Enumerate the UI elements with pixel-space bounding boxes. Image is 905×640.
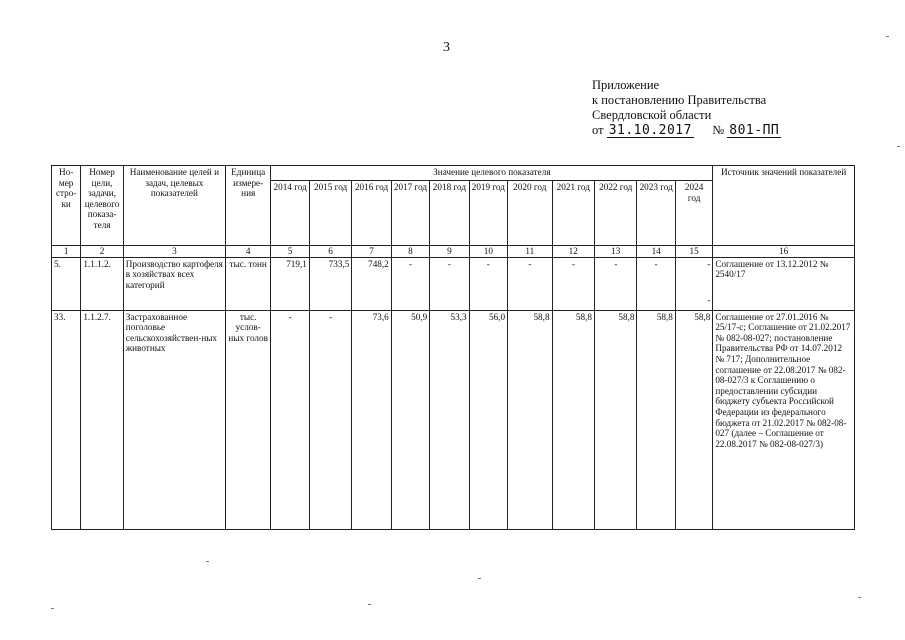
header-values-group: Значение целевого показателя [271,166,713,181]
scan-speck [858,597,861,598]
column-number: 3 [123,246,225,258]
order-number: 801-ПП [729,123,780,138]
header-year: 2021 год [552,181,594,246]
value-cell: 50,9 [391,310,429,529]
value-cell: - [469,257,507,310]
header-year: 2020 год [508,181,552,246]
value-cell: - [271,310,309,529]
column-number: 1 [52,246,81,258]
column-number: 8 [391,246,429,258]
column-number: 6 [309,246,351,258]
scan-speck [206,561,209,562]
scan-speck [897,146,900,147]
value-cell: - [309,310,351,529]
source-cell: Соглашение от 13.12.2012 № 2540/17 [713,257,855,310]
appendix-title: Приложение [592,78,660,92]
from-label: от [592,123,604,137]
column-number: 14 [637,246,675,258]
order-date: 31.10.2017 [608,123,692,138]
column-number: 15 [675,246,712,258]
unit: тыс. тонн [225,257,271,310]
column-number: 16 [713,246,855,258]
indicator-name: Застрахованное поголовье сельскохозяйствен-ных животных [123,310,225,529]
header-unit: Единица измере-ния [225,166,271,246]
column-number: 2 [81,246,123,258]
scan-speck [478,578,481,579]
value-cell: 733,5 [309,257,351,310]
value-cell: - [391,257,429,310]
table-row [52,310,855,529]
indicator-name: Производство картофеля в хозяйствах всех категорий [123,257,225,310]
header-goal-no: Номер цели, задачи, целевого показа-теля [81,166,123,246]
value-cell: 748,2 [352,257,391,310]
value-cell: 58,8 [675,310,712,529]
value-text: - [707,258,711,269]
value-cell: - [508,257,552,310]
value-cell: - [430,257,469,310]
order-line [592,123,781,138]
value-cell: 58,8 [552,310,594,529]
scan-speck [368,604,371,605]
header-name: Наименование целей и задач, целевых показателей [123,166,225,246]
header-year: 2018 год [430,181,469,246]
column-number: 13 [595,246,637,258]
scan-speck [51,608,54,609]
value-cell: 719,1 [271,257,309,310]
value-cell: 58,8 [595,310,637,529]
source-cell: Соглашение от 27.01.2016 № 25/17-с; Соглашение от 21.02.2017 № 082-08-027; постановление Правительства РФ от 14.07.2012 № 717; Дополнительное соглашение от 22.08.2017 № 082-08-027/3 к Соглашению о предоставлении субсидии бюджету субъекта Российской Федерации из федерального бюджета от 21.02.2017 № 082-08-027 (далее – Соглашение от 22.08.2017 № 082-08-027/3) [713,310,855,529]
column-number: 10 [469,246,507,258]
header-source: Источник значений показателей [713,166,855,246]
appendix-line-3: Свердловской области [592,108,712,122]
value-cell: 58,8 [508,310,552,529]
value-cell: - [595,257,637,310]
table-row [52,257,855,310]
target-indicators-table [51,165,855,530]
value-cell [675,257,712,310]
row-number: 5. [52,257,81,310]
header-year: 2016 год [352,181,391,246]
header-year: 2014 год [271,181,309,246]
unit: тыс. услов-ных голов [225,310,271,529]
row-number: 33. [52,310,81,529]
column-number: 4 [225,246,271,258]
header-year: 2024 год [675,181,712,246]
appendix-header [592,78,781,138]
column-number: 5 [271,246,309,258]
goal-number: 1.1.1.2. [81,257,123,310]
extra-dash: - [707,295,711,306]
scan-speck [886,36,889,37]
header-year: 2019 год [469,181,507,246]
value-cell: - [637,257,675,310]
column-number: 11 [508,246,552,258]
column-number: 7 [352,246,391,258]
appendix-line-2: к постановлению Правительства [592,93,767,107]
goal-number: 1.1.2.7. [81,310,123,529]
header-year: 2023 год [637,181,675,246]
header-year: 2022 год [595,181,637,246]
header-row-no: Но-мер стро-ки [52,166,81,246]
value-cell: 56,0 [469,310,507,529]
number-label: № [712,123,725,137]
column-number-row [52,246,855,258]
page-number: 3 [443,40,450,55]
column-number: 9 [430,246,469,258]
value-cell: 53,3 [430,310,469,529]
header-year: 2015 год [309,181,351,246]
header-year: 2017 год [391,181,429,246]
column-number: 12 [552,246,594,258]
value-cell: - [552,257,594,310]
value-cell: 58,8 [637,310,675,529]
value-cell: 73,6 [352,310,391,529]
